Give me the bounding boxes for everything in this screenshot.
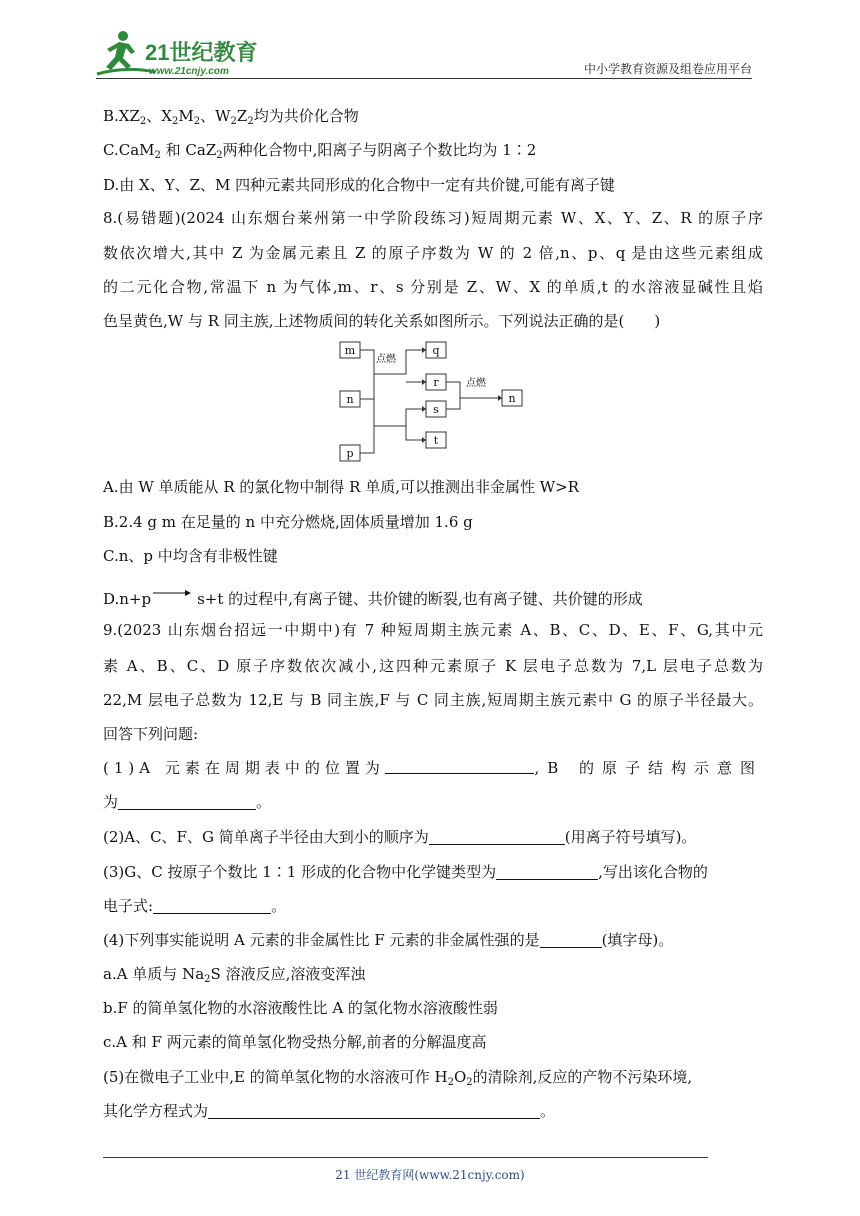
q7-option-b: $B.XZ_2$、$X_2M_2$、$W_2Z_2$均为共价化合物 [103,107,359,127]
logo-url: www.21cnjy.com [149,66,229,77]
q7-option-d: D.由 X、Y、Z、M 四种元素共同形成的化合物中一定有共价键,可能有离子键 [103,176,615,194]
answer-blank-2[interactable] [118,794,256,810]
q9-part-5-line-1: (5)在微电子工业中,E 的简单氢化物的水溶液可作 $H_2O_2$的清除剂,反应的产物不污染环境, [103,1068,693,1088]
q9-stem-line-2: 素 A、B、C、D 原子序数依次减小,这四种元素原子 K 层电子总数为 7,L 层电子总数为 [103,657,763,675]
q8-option-c: C.n、p 中均含有非极性键 [103,547,278,565]
q8-stem-line-3: 的二元化合物,常温下 n 为气体,m、r、s 分别是 Z、W、X 的单质,t 的水溶液显碱性且焰 [103,278,763,296]
answer-blank-5[interactable] [153,898,271,914]
q9-choice-a: a.A 单质与 $Na_2S$ 溶液反应,溶液变浑浊 [103,965,366,985]
q9-part-5-line-2: 其化学方程式为 。 [103,1102,556,1120]
page-header [0,0,860,80]
label-ignite-1: 点燃 [376,354,396,365]
q8-option-d: D.n+p s+t 的过程中,有离子键、共价键的断裂,也有离子键、共价键的形成 [103,586,643,609]
q8-option-a: A.由 W 单质能从 R 的氯化物中制得 R 单质,可以推测出非金属性 W>R [103,478,580,496]
q9-part-4: (4)下列事实能说明 A 元素的非金属性比 F 元素的非金属性强的是 (填字母)。 [103,931,674,949]
q9-stem-line-3: 22,M 层电子总数为 12,E 与 B 同主族,F 与 C 同主族,短周期主族元素中 G 的原子半径最大。 [103,691,763,709]
label-s: s [433,403,439,416]
label-r: r [433,376,439,389]
q9-stem-line-4: 回答下列问题: [103,725,199,743]
q8-reaction-diagram [330,334,530,464]
answer-blank-4[interactable] [496,864,598,880]
answer-blank-7[interactable] [208,1103,540,1119]
label-t: t [433,434,439,447]
q7-option-c: C.CaM$_2$ 和 CaZ$_2$两种化合物中,阳离子与阴离子个数比均为 1∶2 [103,141,537,161]
label-n: n [346,393,354,406]
arrow-icon [151,586,193,600]
q9-stem-line-1: 9.(2023 山东烟台招远一中期中)有 7 种短周期主族元素 A、B、C、D、E、F、G,其中元 [103,621,763,639]
logo [95,30,265,78]
label-n-product: n [508,392,516,405]
answer-blank-6[interactable] [540,932,602,948]
footer-text: 21 世纪教育网(www.21cnjy.com) [335,1168,525,1182]
label-p: p [346,447,354,460]
label-q: q [432,344,440,357]
answer-blank-1[interactable] [385,758,535,774]
q8-stem-line-1: 8.(易错题)(2024 山东烟台莱州第一中学阶段练习)短周期元素 W、X、Y、Z、R 的原子序 [103,209,763,227]
answer-blank-3[interactable] [429,829,565,845]
q9-part-2: (2)A、C、F、G 简单离子半径由大到小的顺序为 (用离子符号填写)。 [103,828,697,846]
q8-stem-line-4: 色呈黄色,W 与 R 同主族,上述物质间的转化关系如图所示。下列说法正确的是( ) [103,312,661,330]
header-divider [96,78,752,79]
q9-part-3-line-2: 电子式: 。 [103,897,287,915]
logo-text: 21世纪教育 [145,40,258,65]
label-m: m [344,344,356,357]
q9-choice-c: c.A 和 F 两元素的简单氢化物受热分解,前者的分解温度高 [103,1033,487,1051]
q8-option-b: B.2.4 g m 在足量的 n 中充分燃烧,固体质量增加 1.6 g [103,513,473,531]
q9-choice-b: b.F 的简单氢化物的水溶液酸性比 A 的氢化物水溶液酸性弱 [103,999,498,1017]
header-platform-text: 中小学教育资源及组卷应用平台 [583,62,752,76]
q9-part-3-line-1: (3)G、C 按原子个数比 1∶1 形成的化合物中化学键类型为 ,写出该化合物的 [103,863,708,881]
q8-stem-line-2: 数依次增大,其中 Z 为金属元素且 Z 的原子序数为 W 的 2 倍,n、p、q 是由这些元素组成 [103,244,763,262]
q9-part-1-line-1: (1)A 元素在周期表中的位置为 ,B 的原子结构示意图 [103,759,763,777]
q9-part-1-line-2: 为 。 [103,793,272,811]
footer-divider [103,1157,708,1158]
label-ignite-2: 点燃 [466,378,486,389]
